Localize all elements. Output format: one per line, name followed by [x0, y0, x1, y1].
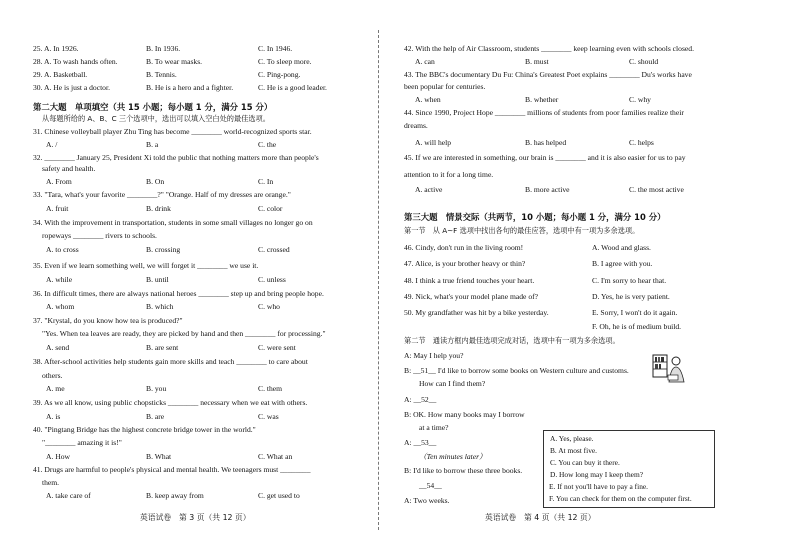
q31-option-b: B. a — [146, 140, 159, 149]
q42-option-a: A. can — [415, 57, 435, 66]
q45-stem-continued: attention to it for a long time. — [404, 170, 494, 179]
q33-stem: 33. "Tara, what's your favorite ________?" "Orange. Half of my dresses are orange." — [33, 190, 291, 199]
q45-option-b: B. more active — [525, 185, 570, 194]
box-option: E. If not you'll have to pay a fine. — [549, 482, 649, 491]
q40-option-b: B. What — [146, 452, 172, 461]
q41-stem: 41. Drugs are harmful to people's physical and mental health. We teenagers must ________ — [33, 465, 311, 474]
q34-option-b: B. crossing — [146, 245, 181, 254]
match-option: B. I agree with you. — [592, 259, 653, 268]
match-option: D. Yes, he is very patient. — [592, 292, 670, 301]
q35-stem: 35. Even if we learn something well, we will forget it ________ we use it. — [33, 261, 259, 270]
q28-option-a: 28. A. To wash hands often. — [33, 57, 118, 66]
part-1-instructions: 第一节 从 A~F 选项中找出各句的最佳应答，选项中有一项为多余选项。 — [404, 226, 640, 235]
q43-option-c: C. why — [629, 95, 651, 104]
part-2-instructions: 第二节 通读方框内最佳选项完成对话，选项中有一项为多余选项。 — [404, 336, 620, 345]
match-option: C. I'm sorry to hear that. — [592, 276, 667, 285]
q44-option-c: C. helps — [629, 138, 654, 147]
q40-option-c: C. What an — [258, 452, 293, 461]
q32-option-c: C. In — [258, 177, 274, 186]
q39-option-c: C. was — [258, 412, 279, 421]
q41-option-b: B. keep away from — [146, 491, 204, 500]
q38-stem-continued: others. — [42, 371, 63, 380]
q30-option-a: 30. A. He is just a doctor. — [33, 83, 110, 92]
q38-option-a: A. me — [46, 384, 65, 393]
q28-option-c: C. To sleep more. — [258, 57, 312, 66]
q43-stem-continued: been popular for centuries. — [404, 82, 486, 91]
q45-stem: 45. If we are interested in something, our brain is ________ and it is also easier for us to pay — [404, 153, 686, 162]
match-question: 49. Nick, what's your model plane made of? — [404, 292, 539, 301]
dialog-line: B: __51__ I'd like to borrow some books on Western culture and customs. — [404, 366, 629, 375]
q42-stem: 42. With the help of Air Classroom, students ________ keep learning even with schools closed. — [404, 44, 694, 53]
q36-stem: 36. In difficult times, there are always national heroes ________ step up and bring people hope. — [33, 289, 324, 298]
q35-option-b: B. until — [146, 275, 169, 284]
q41-stem-continued: them. — [42, 478, 60, 487]
q34-option-a: A. to cross — [46, 245, 79, 254]
q32-option-a: A. From — [46, 177, 72, 186]
dialog-line: A: __52__ — [404, 395, 437, 404]
q31-stem: 31. Chinese volleyball player Zhu Ting has become ________ world-recognized sports star. — [33, 127, 312, 136]
q25-option-a: 25. A. In 1926. — [33, 44, 79, 53]
dialog-line: at a time? — [419, 423, 449, 432]
q29-option-b: B. Tennis. — [146, 70, 177, 79]
q30-option-c: C. He is a good leader. — [258, 83, 327, 92]
dialog-line: A: __53__ — [404, 438, 437, 447]
q32-stem: 32. ________ January 25, President Xi told the public that nothing matters more than people's — [33, 153, 319, 162]
q35-option-c: C. unless — [258, 275, 286, 284]
dialog-line: B: OK. How many books may I borrow — [404, 410, 525, 419]
box-option: D. How long may I keep them? — [550, 470, 643, 479]
q44-option-b: B. has helped — [525, 138, 567, 147]
q44-option-a: A. will help — [415, 138, 452, 147]
q39-option-b: B. are — [146, 412, 165, 421]
q33-option-a: A. fruit — [46, 204, 69, 213]
dialog-line: B: I'd like to borrow these three books. — [404, 466, 523, 475]
dialog-line: How can I find them? — [419, 379, 486, 388]
page-divider — [378, 30, 379, 530]
match-question: 46. Cindy, don't run in the living room! — [404, 243, 524, 252]
q36-option-b: B. which — [146, 302, 174, 311]
q34-stem-continued: ropeways ________ rivers to schools. — [42, 231, 157, 240]
q37-stem-continued: "Yes. When tea leaves are ready, they are picked by hand and then ________ for processing." — [42, 329, 326, 338]
q38-option-b: B. you — [146, 384, 167, 393]
q30-option-b: B. He is a hero and a fighter. — [146, 83, 234, 92]
q37-option-a: A. send — [46, 343, 70, 352]
q39-stem: 39. As we all know, using public chopsticks ________ necessary when we eat with others. — [33, 398, 308, 407]
q40-stem-continued: "________ amazing it is!" — [42, 438, 122, 447]
match-option-extra: F. Oh, he is of medium build. — [592, 322, 682, 331]
q41-option-c: C. get used to — [258, 491, 300, 500]
match-option: A. Wood and glass. — [592, 243, 651, 252]
q33-option-b: B. drink — [146, 204, 171, 213]
q40-stem: 40. "Pingtang Bridge has the highest concrete bridge tower in the world." — [33, 425, 256, 434]
box-option: A. Yes, please. — [550, 434, 594, 443]
box-option: F. You can check for them on the computer first. — [549, 494, 692, 503]
q25-option-b: B. In 1936. — [146, 44, 181, 53]
dialog-line: A: Two weeks. — [404, 496, 450, 505]
match-question: 50. My grandfather was hit by a bike yesterday. — [404, 308, 549, 317]
q32-option-b: B. On — [146, 177, 165, 186]
match-question: 48. I think a true friend touches your heart. — [404, 276, 535, 285]
q31-option-c: C. the — [258, 140, 277, 149]
q43-option-a: A. when — [415, 95, 441, 104]
q40-option-a: A. How — [46, 452, 71, 461]
q38-option-c: C. them — [258, 384, 283, 393]
library-illustration — [652, 354, 686, 384]
q43-option-b: B. whether — [525, 95, 559, 104]
q36-option-a: A. whom — [46, 302, 75, 311]
q42-option-c: C. should — [629, 57, 659, 66]
q37-stem: 37. "Krystal, do you know how tea is produced?" — [33, 316, 183, 325]
q45-option-c: C. the most active — [629, 185, 684, 194]
q31-option-a: A. / — [46, 140, 58, 149]
match-question: 47. Alice, is your brother heavy or thin? — [404, 259, 526, 268]
q39-option-a: A. is — [46, 412, 61, 421]
q41-option-a: A. take care of — [46, 491, 91, 500]
q42-option-b: B. must — [525, 57, 549, 66]
q32-stem-continued: safety and health. — [42, 164, 96, 173]
box-option: B. At most five. — [550, 446, 598, 455]
q35-option-a: A. while — [46, 275, 73, 284]
q29-option-c: C. Ping-pong. — [258, 70, 301, 79]
page-footer: 英语试卷 第 3 页（共 12 页） — [140, 513, 251, 522]
q29-option-a: 29. A. Basketball. — [33, 70, 88, 79]
q37-option-b: B. are sent — [146, 343, 179, 352]
q44-stem: 44. Since 1990, Project Hope ________ millions of students from poor families realize their — [404, 108, 684, 117]
dialog-line: __54__ — [419, 481, 442, 490]
q44-stem-continued: dreams. — [404, 121, 428, 130]
q43-stem: 43. The BBC's documentary Du Fu: China's Greatest Poet explains ________ Du's works have — [404, 70, 692, 79]
match-option: E. Sorry, I won't do it again. — [592, 308, 678, 317]
q34-stem: 34. With the improvement in transportation, students in some small villages no longer go on — [33, 218, 313, 227]
box-option: C. You can buy it there. — [550, 458, 620, 467]
dialog-line: A: May I help you? — [404, 351, 464, 360]
q33-option-c: C. color — [258, 204, 283, 213]
page-footer: 英语试卷 第 4 页（共 12 页） — [485, 513, 596, 522]
q25-option-c: C. In 1946. — [258, 44, 293, 53]
dialog-stage-note: （Ten minutes later） — [419, 452, 487, 461]
q45-option-a: A. active — [415, 185, 443, 194]
q37-option-c: C. were sent — [258, 343, 296, 352]
q38-stem: 38. After-school activities help students gain more skills and teach ________ to care about — [33, 357, 308, 366]
section-3-title: 第三大题 情景交际（共两节，10 小题；每小题 1 分，满分 10 分） — [404, 212, 666, 222]
q36-option-c: C. who — [258, 302, 280, 311]
q34-option-c: C. crossed — [258, 245, 290, 254]
section-2-title: 第二大题 单项填空（共 15 小题；每小题 1 分，满分 15 分） — [33, 102, 273, 112]
q28-option-b: B. To wear masks. — [146, 57, 203, 66]
section-2-instructions: 从每题所给的 A、B、C 三个选项中，选出可以填入空白处的最佳选项。 — [42, 114, 270, 123]
